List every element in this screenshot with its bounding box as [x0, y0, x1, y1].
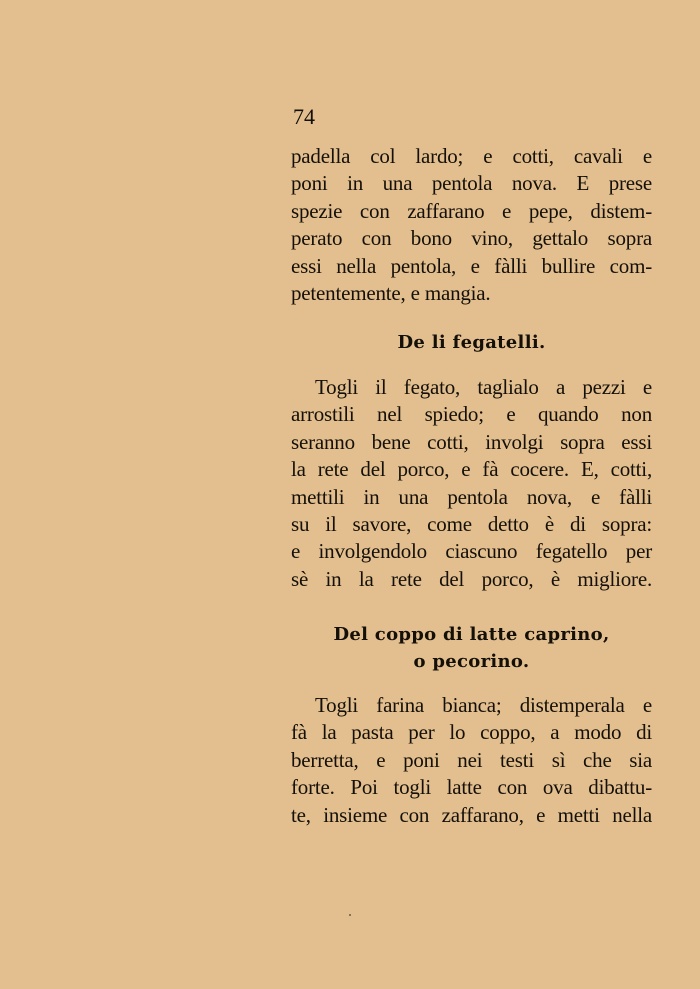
recipe-title-line: o pecorino.	[413, 651, 530, 672]
text-line: e involgendolo ciascuno fegatello per	[291, 539, 652, 564]
text-line: petentemente, e mangia.	[291, 281, 491, 306]
text-line: perato con bono vino, gettalo sopra	[291, 226, 652, 251]
text-line: mettili in una pentola nova, e fàlli	[291, 484, 652, 509]
text-line: te, insieme con zaffarano, e metti nella	[291, 802, 652, 827]
text-line: la rete del porco, e fà cocere. E, cotti,	[291, 457, 652, 482]
text-line: seranno bene cotti, involgi sopra essi	[291, 429, 652, 454]
text-line: Togli farina bianca; distemperala e	[315, 693, 652, 717]
text-line: spezie con zaffarano e pepe, distem-	[291, 198, 652, 223]
recipe-title-line: Del coppo di latte caprino,	[333, 624, 610, 645]
text-line: Togli il fegato, taglialo a pezzi e	[315, 375, 652, 399]
text-line: fà la pasta per lo coppo, a modo di	[291, 720, 652, 745]
paragraph-fegatelli	[291, 374, 652, 593]
text-line: padella col lardo; e cotti, cavali e	[291, 144, 652, 168]
text-line: essi nella pentola, e fàlli bullire com-	[291, 253, 652, 278]
paragraph-coppo	[291, 692, 652, 829]
recipe-title-coppo	[291, 621, 652, 675]
text-line: berretta, e poni nei testi sì che sia	[291, 747, 652, 772]
page-number: 74	[293, 104, 315, 129]
paper-speck	[349, 914, 351, 916]
text-line: forte. Poi togli latte con ova dibattu-	[291, 775, 652, 800]
text-line: sè in la rete del porco, è migliore.	[291, 566, 652, 591]
text-line: poni in una pentola nova. E prese	[291, 171, 652, 196]
text-line: arrostili nel spiedo; e quando non	[291, 402, 652, 427]
paragraph-continuation	[291, 143, 652, 307]
recipe-title-fegatelli	[291, 329, 652, 356]
text-line: su il savore, come detto è di sopra:	[291, 512, 652, 537]
recipe-title-line: De li fegatelli.	[397, 332, 546, 353]
